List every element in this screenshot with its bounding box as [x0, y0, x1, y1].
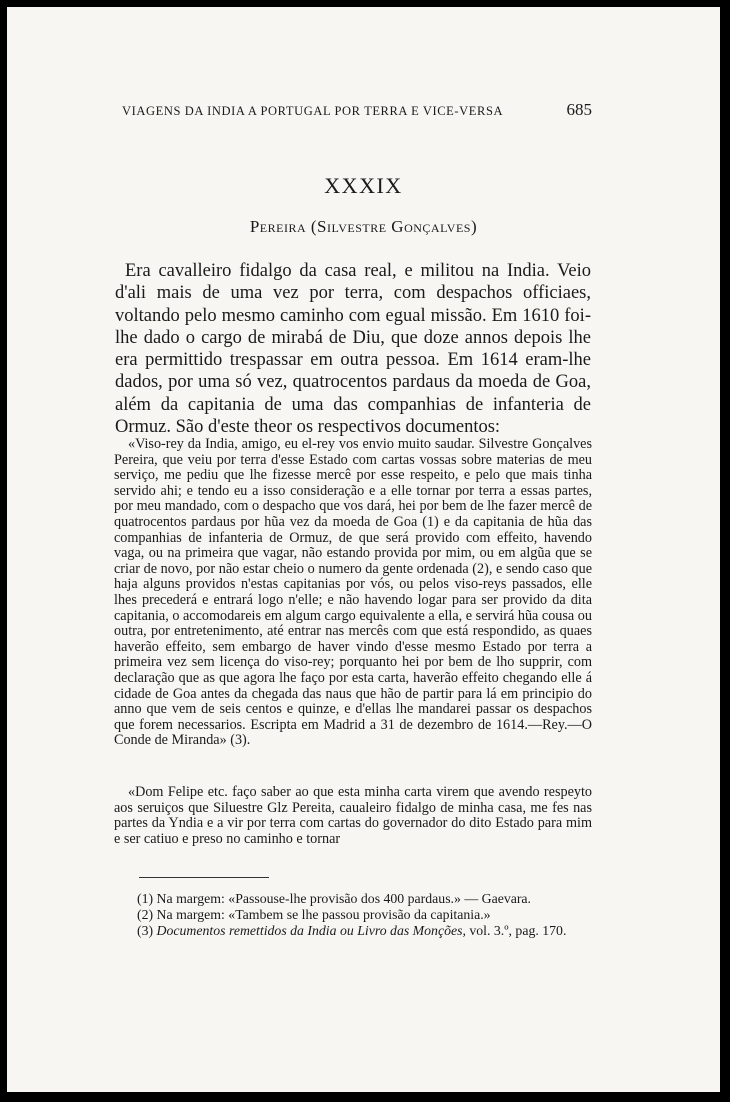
- running-head: [122, 100, 592, 120]
- book-page: [7, 7, 720, 1092]
- section-subject: Pereira (Silvestre Gonçalves): [249, 217, 478, 236]
- footnote-3-tail: vol. 3.º, pag. 170.: [469, 922, 567, 938]
- footnote-1: (1) Na margem: «Passouse-lhe provisão dos 400 pardaus.» — Gaevara.: [137, 891, 532, 906]
- footnote-divider: [139, 877, 269, 878]
- footnote-3-number: (3): [137, 922, 154, 938]
- quoted-document-1: «Viso-rey da India, amigo, eu el-rey vos envio muito saudar. Silvestre Gonçalves Pereira, que veiu por terra d'esse Estado com cartas vossas sobre materias de meu serviço, me pediu que lhe fizesse mercê por esse respeito, e pelo que mais tinha servido ahi; e tendo eu a isso consideração e a elle tornar por terra a essas partes, por meu mandado, com o despacho que vos dará, hei por bem de lhe fazer mercê de quatrocentos pardaus por hũa vez da moeda de Goa (1) e da capitania de hũa das companhias de infanteria de Ormuz, de que será provido com effeito, havendo vaga, ou na primeira que vagar, não estando provida por mim, ou em algũa que se criar de novo, por não estar cheio o numero da gente ordenada (2), e sendo caso que haja alguns providos n'estas capitanias por vós, ou pelos viso-reys passados, elle lhes precederá e entrará logo n'elle; e não havendo logar para ser provido da dita capitania, o accomodareis em algum cargo equivalente a ella, e servirá hũa cousa ou outra, por entretenimento, até entrar nas mercês com que está respondido, as quaes haverão effeito, sem embargo de haver vindo d'esse mesmo Estado por terra a primeira vez sem licença do viso-rey; porquanto hei por bem de lho supprir, com declaração que as que agora lhe faço por esta carta, haverão effeito chegando elle á cidade de Goa antes da chegada das naus que hão de partir para lá em principio do anno que vem de seis centos e quinze, e d'ellas lhe mandarei passar os despachos que forem necessarios. Escripta em Madrid a 31 de dezembro de 1614.—Rey.—O Conde de Miranda» (3).: [114, 436, 592, 749]
- footnote-3: [119, 923, 591, 939]
- page-number: 685: [566, 100, 592, 119]
- chapter-number: XXXIX: [324, 173, 403, 198]
- main-paragraph: Era cavalleiro fidalgo da casa real, e militou na India. Veio d'ali mais de uma vez por terra, com despachos officiaes, voltando pelo mesmo caminho com egual missão. Em 1610 foi-lhe dado o cargo de mirabá de Diu, que doze annos depois lhe era permittido trespassar em outra pessoa. Em 1614 eram-lhe dados, por uma só vez, quatrocentos pardaus da moeda de Goa, além da capitania de uma das companhias de infanteria de Ormuz. São d'este theor os respectivos documentos:: [115, 261, 591, 438]
- quoted-document-2: «Dom Felipe etc. faço saber ao que esta minha carta virem que avendo respeyto aos seruiços que Siluestre Glz Pereita, caualeiro fidalgo de minha casa, me fes nas partes da Yndia e a vir por terra com cartas do governador do dito Estado para mim e ser catiuo e preso no caminho e tornar: [114, 784, 592, 847]
- running-title: VIAGENS DA INDIA A PORTUGAL POR TERRA E VICE-VERSA: [122, 104, 504, 118]
- footnotes: [119, 891, 591, 938]
- footnote-3-title: Documentos remettidos da India ou Livro das Monções,: [156, 922, 466, 938]
- footnote-2: (2) Na margem: «Tambem se lhe passou provisão da capitania.»: [137, 906, 491, 922]
